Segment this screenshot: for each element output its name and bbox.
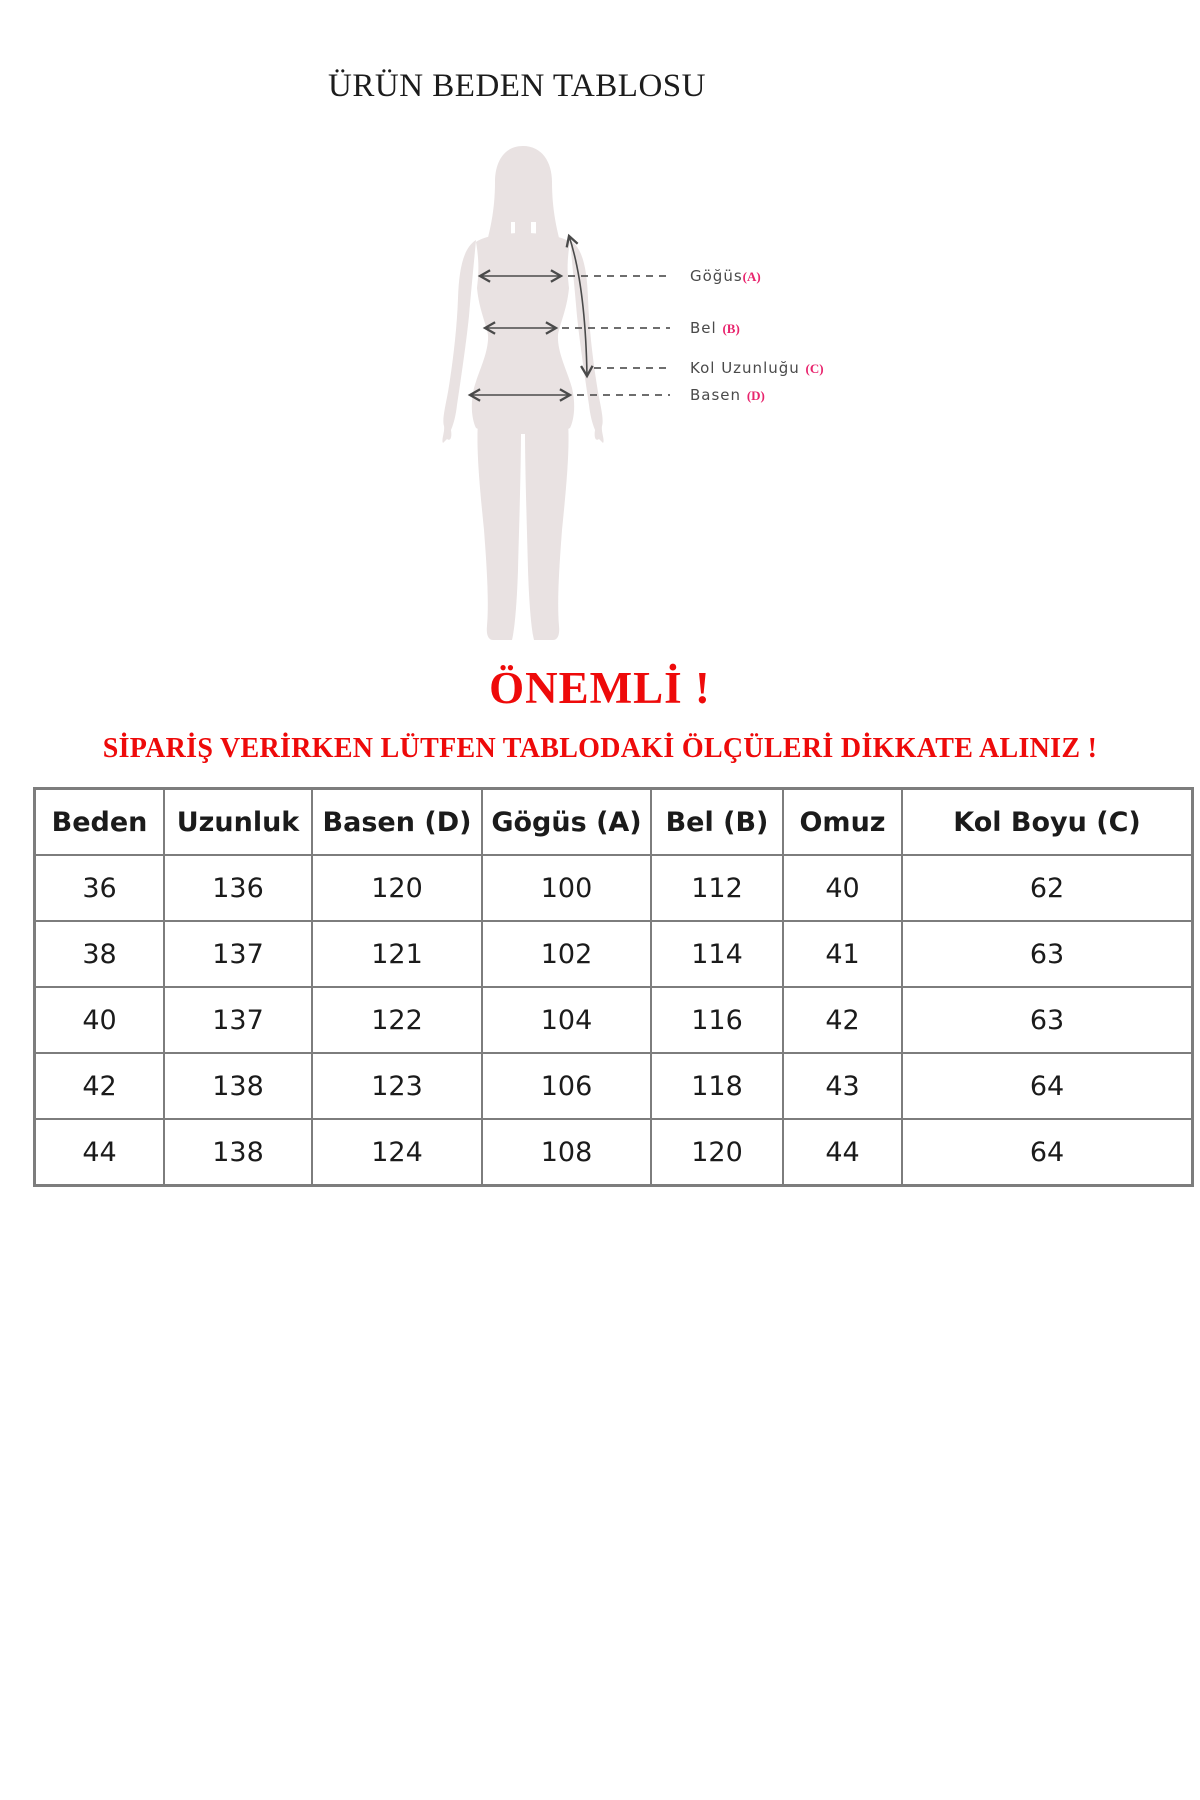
cell-gogus: 106 xyxy=(482,1053,651,1119)
header-omuz: Omuz xyxy=(783,789,902,856)
cell-omuz: 41 xyxy=(783,921,902,987)
head-shape xyxy=(506,150,541,202)
chest-label-text: Göğüs xyxy=(690,267,743,285)
cell-uzunluk: 137 xyxy=(164,921,312,987)
measurement-label-waist xyxy=(690,318,740,338)
right-leg-shape xyxy=(525,422,569,640)
waist-letter-b: (B) xyxy=(722,321,740,336)
header-uzunluk: Uzunluk xyxy=(164,789,312,856)
table-row-size-40 xyxy=(35,987,1193,1053)
cell-kol-boyu: 63 xyxy=(902,921,1193,987)
cell-bel: 114 xyxy=(651,921,783,987)
header-gogus: Gögüs (A) xyxy=(482,789,651,856)
left-arm-shape xyxy=(442,240,476,443)
cell-kol-boyu: 62 xyxy=(902,855,1193,921)
cell-omuz: 44 xyxy=(783,1119,902,1186)
hip-label-text: Basen xyxy=(690,386,747,404)
cell-gogus: 104 xyxy=(482,987,651,1053)
right-arm-shape xyxy=(570,240,604,443)
table-row-size-42 xyxy=(35,1053,1193,1119)
size-table xyxy=(33,787,1194,1187)
cell-bel: 116 xyxy=(651,987,783,1053)
hip-letter-d: (D) xyxy=(746,388,765,403)
cell-omuz: 43 xyxy=(783,1053,902,1119)
measurement-label-hip xyxy=(690,385,765,405)
header-row xyxy=(35,789,1193,856)
table-row-size-36 xyxy=(35,855,1193,921)
cell-beden: 40 xyxy=(35,987,165,1053)
cell-uzunluk: 136 xyxy=(164,855,312,921)
cell-basen: 123 xyxy=(312,1053,482,1119)
cell-kol-boyu: 63 xyxy=(902,987,1193,1053)
body-silhouette-graphic xyxy=(340,130,900,670)
header-basen: Basen (D) xyxy=(312,789,482,856)
cell-gogus: 108 xyxy=(482,1119,651,1186)
arm-letter-c: (C) xyxy=(805,361,824,376)
table-row-size-44 xyxy=(35,1119,1193,1186)
waist-label-text: Bel xyxy=(690,319,723,337)
cell-uzunluk: 138 xyxy=(164,1119,312,1186)
header-beden: Beden xyxy=(35,789,165,856)
chest-letter-a: (A) xyxy=(742,269,761,284)
cell-gogus: 102 xyxy=(482,921,651,987)
cell-gogus: 100 xyxy=(482,855,651,921)
cell-basen: 121 xyxy=(312,921,482,987)
cell-beden: 42 xyxy=(35,1053,165,1119)
header-bel: Bel (B) xyxy=(651,789,783,856)
cell-omuz: 42 xyxy=(783,987,902,1053)
left-leg-shape xyxy=(477,422,521,640)
measurement-label-arm-length xyxy=(690,358,824,378)
cell-omuz: 40 xyxy=(783,855,902,921)
table-row-size-38 xyxy=(35,921,1193,987)
torso-shape xyxy=(472,233,574,434)
size-table-body xyxy=(35,855,1193,1186)
header-kol-boyu: Kol Boyu (C) xyxy=(902,789,1193,856)
cell-kol-boyu: 64 xyxy=(902,1053,1193,1119)
cell-bel: 120 xyxy=(651,1119,783,1186)
cell-kol-boyu: 64 xyxy=(902,1119,1193,1186)
page-title: ÜRÜN BEDEN TABLOSU xyxy=(328,68,706,104)
cell-basen: 120 xyxy=(312,855,482,921)
cell-bel: 118 xyxy=(651,1053,783,1119)
cell-beden: 36 xyxy=(35,855,165,921)
cell-beden: 38 xyxy=(35,921,165,987)
measurement-diagram xyxy=(340,130,1060,670)
cell-beden: 44 xyxy=(35,1119,165,1186)
warning-subheading: SİPARİŞ VERİRKEN LÜTFEN TABLODAKİ ÖLÇÜLERİ DİKKATE ALINIZ ! xyxy=(102,733,1098,764)
female-figure-silhouette xyxy=(442,146,603,640)
cell-basen: 124 xyxy=(312,1119,482,1186)
cell-basen: 122 xyxy=(312,987,482,1053)
measurement-label-chest xyxy=(690,266,761,286)
size-table-header xyxy=(35,789,1193,856)
cell-uzunluk: 137 xyxy=(164,987,312,1053)
cell-uzunluk: 138 xyxy=(164,1053,312,1119)
cell-bel: 112 xyxy=(651,855,783,921)
warning-heading: ÖNEMLİ ! xyxy=(489,663,711,713)
arm-label-text: Kol Uzunluğu xyxy=(690,359,806,377)
